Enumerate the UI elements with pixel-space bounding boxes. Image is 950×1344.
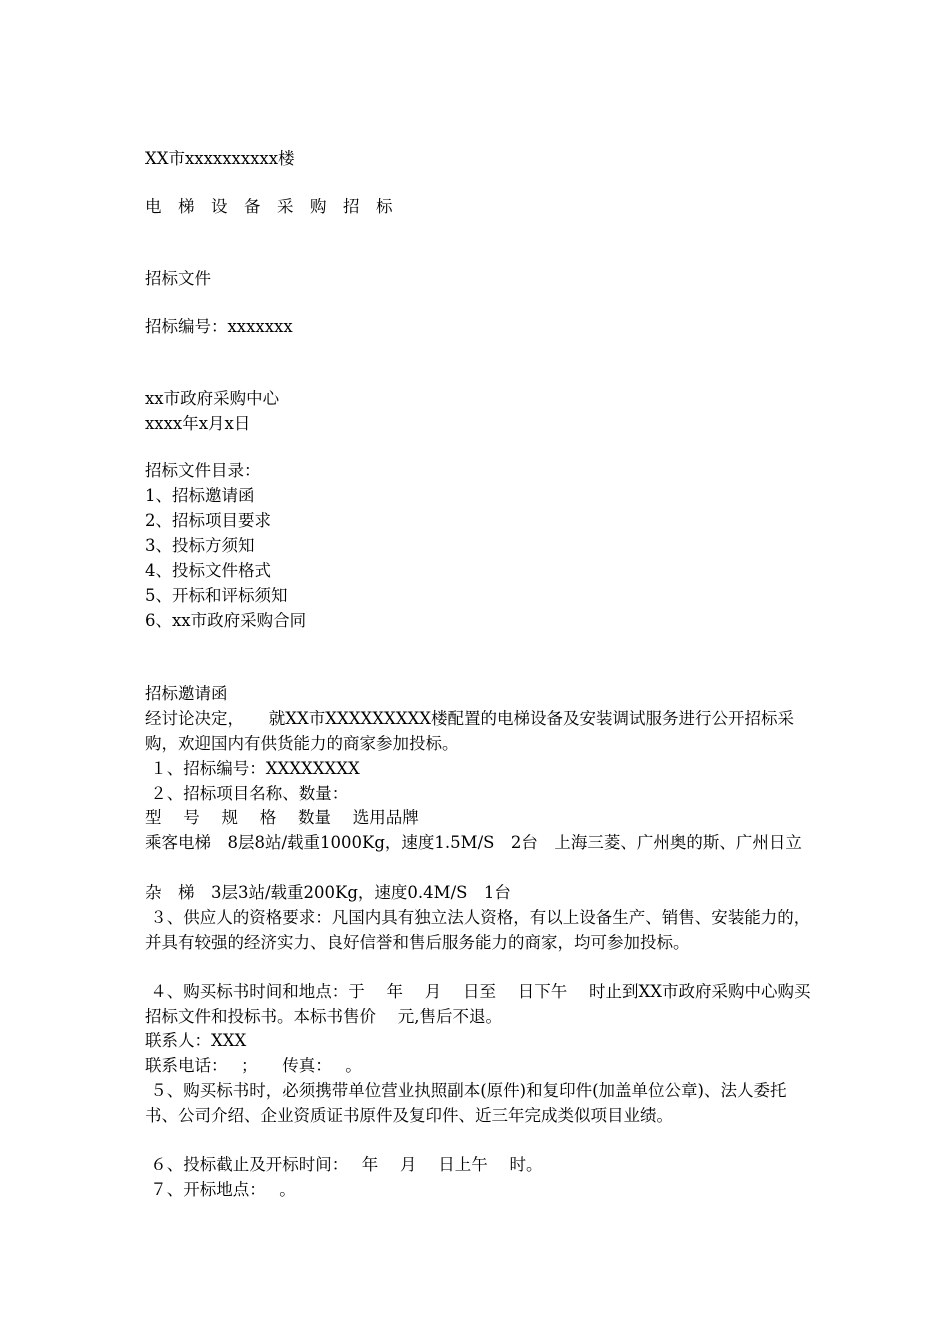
- building-name: XX市xxxxxxxxxx楼: [145, 149, 295, 168]
- toc-item: 4、投标文件格式: [145, 561, 271, 580]
- toc-item: 5、开标和评标须知: [145, 586, 288, 605]
- document-type: 招标文件: [145, 269, 211, 288]
- required-documents-item: ５、购买标书时，必须携带单位营业执照副本(原件)和复印件(加盖单位公章)、法人委托书、公司介绍、企业资质证书原件及复印件、近三年完成类似项目业绩。: [145, 1081, 787, 1125]
- document-title: 电 梯 设 备 采 购 招 标: [145, 197, 393, 216]
- toc-item: 6、xx市政府采购合同: [145, 611, 307, 630]
- bid-number-item: １、招标编号：XXXXXXXX: [145, 759, 360, 778]
- invitation-intro: 经讨论决定， 就XX市XXXXXXXXX楼配置的电梯设备及安装调试服务进行公开招标采购，欢迎国内有供货能力的商家参加投标。: [145, 709, 794, 753]
- toc-item: 1、招标邀请函: [145, 486, 255, 505]
- table-row-passenger-elevator: 乘客电梯 8层8站/载重1000Kg，速度1.5M/S 2台 上海三菱、广州奥的斯、广州日立: [145, 833, 802, 852]
- contact-person: 联系人：XXX: [145, 1031, 247, 1050]
- toc-heading: 招标文件目录：: [145, 461, 261, 480]
- table-header: 型 号 规 格 数量 选用品牌: [145, 808, 419, 827]
- toc-item: 3、投标方须知: [145, 536, 255, 555]
- issue-date: xxxx年x月x日: [145, 414, 251, 433]
- table-row-freight-elevator: 杂 梯 3层3站/载重200Kg，速度0.4M/S 1台: [145, 883, 511, 902]
- contact-phone-fax: 联系电话： ； 传真： 。: [145, 1056, 362, 1075]
- opening-location-item: ７、开标地点： 。: [145, 1180, 296, 1199]
- project-name-item: ２、招标项目名称、数量：: [145, 784, 349, 803]
- purchase-time-item: ４、购买标书时间和地点：于 年 月 日至 日下午 时止到XX市政府采购中心购买招标文件和投标书。本标书售价 元,售后不退。: [145, 982, 811, 1026]
- issuer-name: xx市政府采购中心: [145, 389, 280, 408]
- deadline-item: ６、投标截止及开标时间： 年 月 日上午 时。: [145, 1155, 543, 1174]
- toc-item: 2、招标项目要求: [145, 511, 271, 530]
- invitation-heading: 招标邀请函: [145, 684, 228, 703]
- qualification-item: ３、供应人的资格要求：凡国内具有独立法人资格，有以上设备生产、销售、安装能力的，并具有较强的经济实力、良好信誉和售后服务能力的商家，均可参加投标。: [145, 908, 811, 952]
- bid-number: 招标编号：xxxxxxx: [145, 317, 293, 336]
